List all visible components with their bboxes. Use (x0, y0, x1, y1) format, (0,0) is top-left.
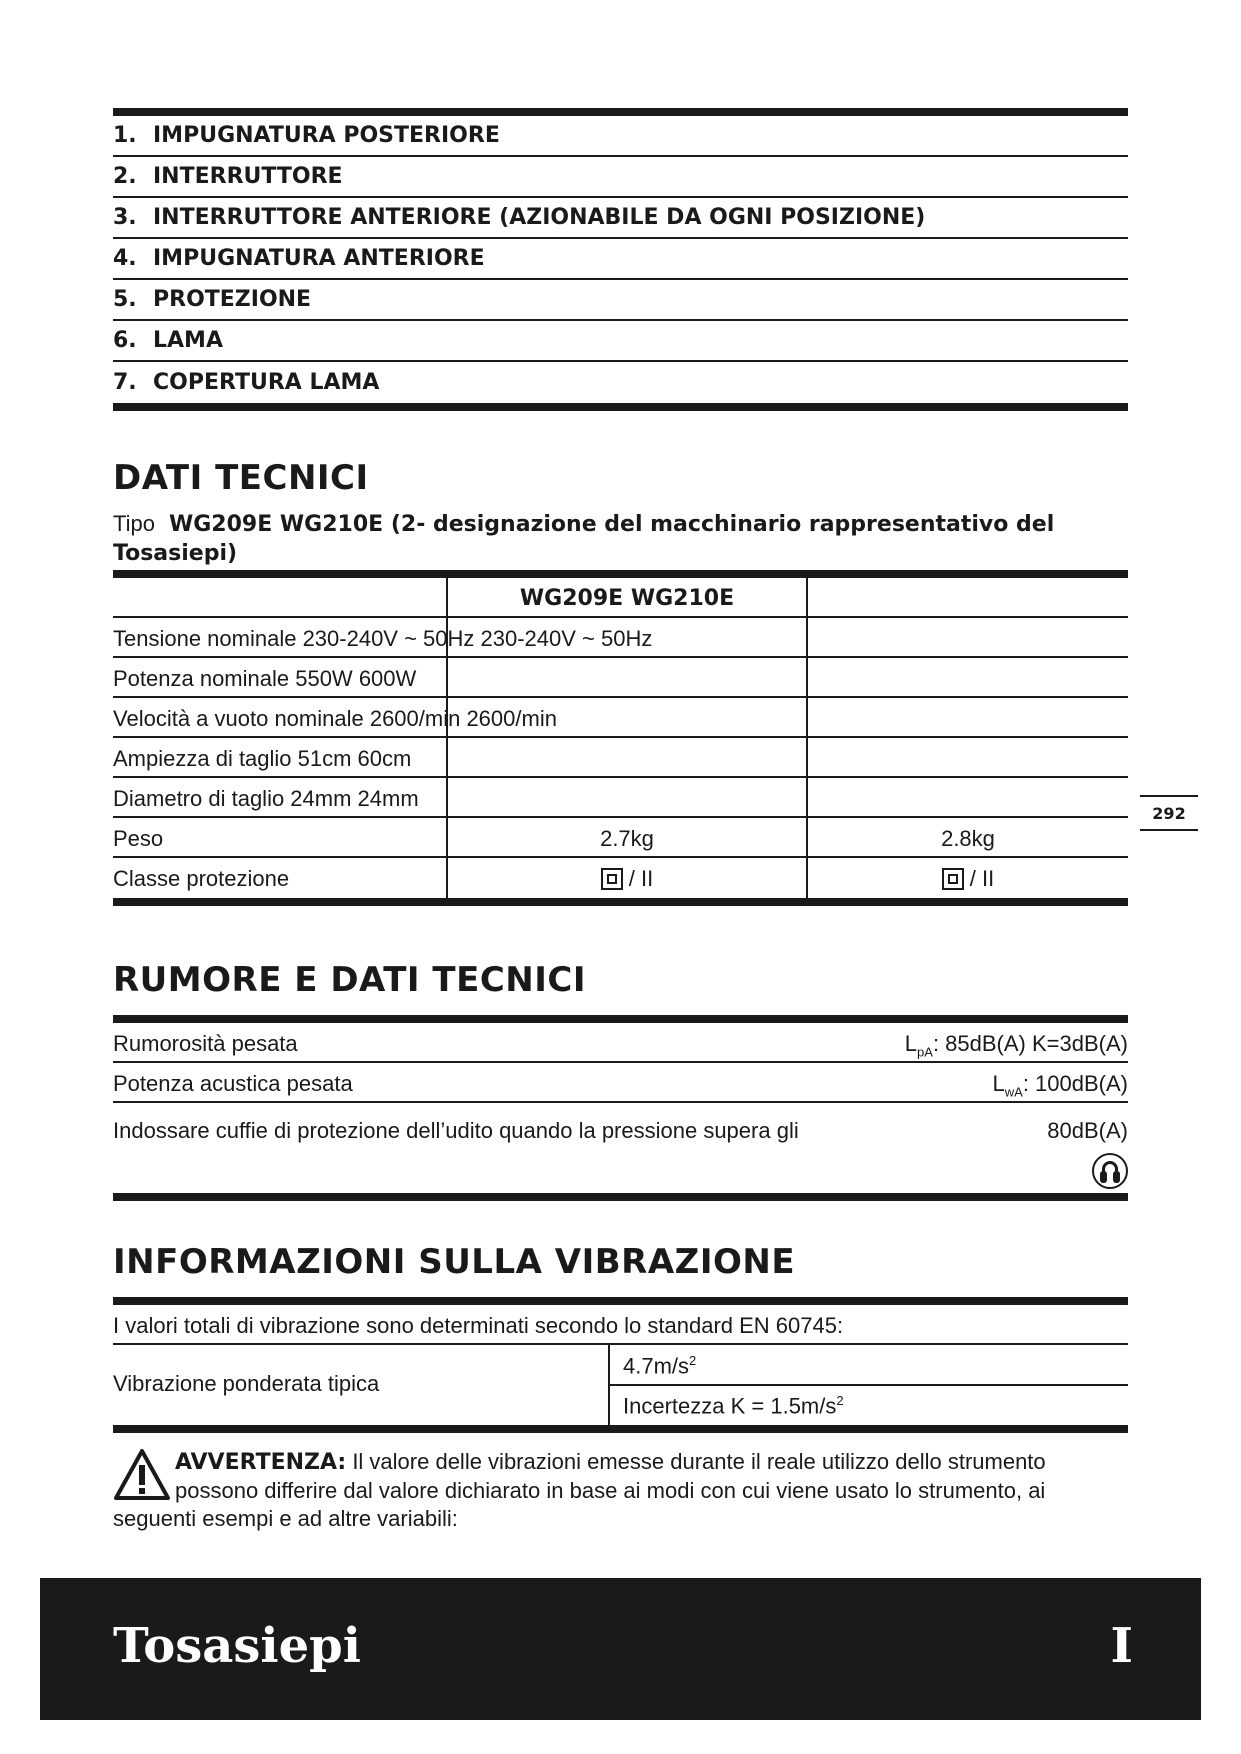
list-item: 2. INTERRUTTORE (113, 157, 1128, 198)
warning-block: AVVERTENZA: Il valore delle vibrazioni emesse durante il reale utilizzo dello strumento possono differire dal valore dichiarato in base ai modi con cui viene usato lo strumento, ai seguenti esempi e ad altre variabili: (113, 1449, 1046, 1531)
list-item: 1. IMPUGNATURA POSTERIORE (113, 116, 1128, 157)
table-row: I valori totali di vibrazione sono determinati secondo lo standard EN 60745: (113, 1305, 1128, 1345)
divider (113, 108, 1128, 116)
table-header-row (113, 578, 1128, 618)
footer-bar (40, 1578, 1201, 1720)
table-row: Diametro di taglio 24mm 24mm (113, 778, 1128, 818)
double-insulation-icon (601, 868, 623, 890)
divider (113, 1193, 1128, 1201)
tipo-line: Tipo WG209E WG210E (2- designazione del macchinario rappresentativo del Tosasiepi) (113, 511, 1055, 566)
table-row: Ampiezza di taglio 51cm 60cm (113, 738, 1128, 778)
table-row: Peso 2.7kg 2.8kg (113, 818, 1128, 858)
table-row: Velocità a vuoto nominale 2600/min 2600/min (113, 698, 1128, 738)
table-row: Vibrazione ponderata tipica $4.7m/s^2$ Incertezza $K = 1.5m/s^2$ (113, 1345, 1128, 1425)
table-row: Rumorosità pesata $L_{pA}$: 85dB(A) K=3dB(A) (113, 1023, 1128, 1063)
footer-title: Tosasiepi (113, 1618, 361, 1674)
list-item: 7. COPERTURA LAMA (113, 370, 380, 395)
section-title-noise: RUMORE E DATI TECNICI (113, 960, 586, 1000)
noise-table (113, 1015, 1128, 1201)
section-title-vibration: INFORMAZIONI SULLA VIBRAZIONE (113, 1242, 796, 1282)
divider (113, 1297, 1128, 1305)
warning-triangle-icon (113, 1448, 171, 1502)
list-item: 5. PROTEZIONE (113, 280, 1128, 321)
footer-language: I (1110, 1618, 1133, 1674)
list-item: 3. INTERRUTTORE ANTERIORE (AZIONABILE DA OGNI POSIZIONE) (113, 198, 1128, 239)
table-row: Classe protezione / II / II (113, 858, 1128, 898)
double-insulation-icon (942, 868, 964, 890)
list-item: 6. LAMA (113, 321, 1128, 362)
page-number: 292 (1140, 795, 1198, 831)
table-header-models: WG209E WG210E (519, 586, 735, 611)
ear-protection-icon (1092, 1153, 1128, 1189)
divider (113, 570, 1128, 578)
table-row: Potenza nominale 550W 600W (113, 658, 1128, 698)
section-title-tech: DATI TECNICI (113, 458, 369, 498)
table-row: Potenza acustica pesata $L_{wA}$: 100dB(A) (113, 1063, 1128, 1103)
parts-list (113, 108, 1128, 411)
divider (113, 898, 1128, 906)
table-row: Indossare cuffie di protezione dell’udito quando la pressione supera gli 80dB(A) (113, 1103, 1128, 1193)
table-row: Tensione nominale 230-240V ~ 50Hz 230-240V ~ 50Hz (113, 618, 1128, 658)
divider (113, 403, 1128, 411)
divider (113, 1425, 1128, 1433)
tech-table (113, 570, 1128, 906)
divider (113, 1015, 1128, 1023)
vibration-table (113, 1297, 1128, 1433)
list-item: 4. IMPUGNATURA ANTERIORE (113, 239, 1128, 280)
